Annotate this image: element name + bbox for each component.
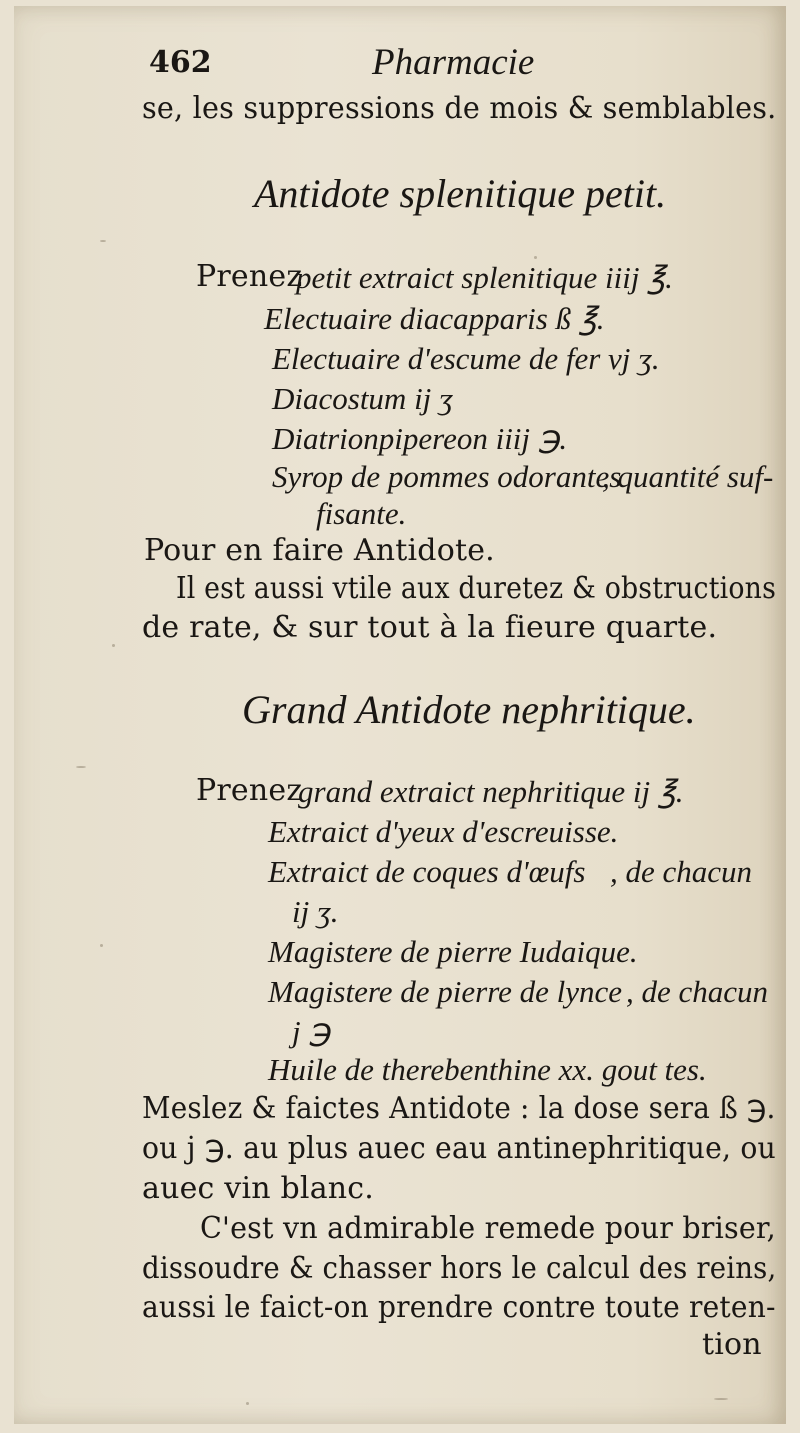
ingredient-line: Magistere de pierre Iudaique.: [268, 934, 638, 969]
ingredient-line: Extraict d'yeux d'escreuisse.: [268, 814, 619, 849]
text-line: de rate, & sur tout à la fieure quarte.: [142, 610, 718, 645]
ingredient-line: petit extraict splenitique iiij ℥.: [296, 260, 673, 295]
quantity-note: , de chacun: [626, 974, 769, 1009]
paper-spot: [246, 1402, 249, 1405]
text-line: Meslez & faictes Antidote : la dose sera ß ℈.: [142, 1091, 776, 1126]
text-line-1: se, les suppressions de mois & semblables.: [142, 91, 777, 126]
recipe-intro: Prenez: [196, 773, 303, 808]
ingredient-line: fisante.: [316, 496, 407, 531]
running-title: Pharmacie: [372, 42, 535, 83]
ingredient-line: Diacostum ij ʒ: [272, 381, 453, 416]
quantity-note: , de chacun: [610, 854, 753, 889]
paper-spot: [100, 240, 106, 242]
paper-spot: [112, 644, 115, 647]
ingredient-line: Diatrionpipereon iiij ℈.: [272, 421, 568, 456]
paper-spot: [534, 256, 537, 259]
text-line: aussi le faict-on prendre contre toute reten-: [142, 1290, 776, 1325]
quantity-note: , quantité suf-: [602, 459, 774, 494]
book-page: [14, 6, 786, 1424]
ingredient-line: Magistere de pierre de lynce: [268, 974, 623, 1009]
text-line: ou j ℈. au plus auec eau antinephritique, ou: [142, 1131, 776, 1166]
ingredient-line: Electuaire d'escume de fer vj ʒ.: [272, 341, 660, 376]
text-line: Pour en faire Antidote.: [144, 533, 495, 568]
paper-spot: [714, 1398, 728, 1400]
ingredient-line: Syrop de pommes odorantes: [272, 459, 622, 494]
text-line: Il est aussi vtile aux duretez & obstructions: [176, 571, 776, 606]
ingredient-line: Huile de therebenthine xx. gout tes.: [268, 1052, 707, 1087]
section-heading-antidote-splenitique: Antidote splenitique petit.: [254, 171, 667, 216]
ingredient-line: Electuaire diacapparis ß ℥.: [264, 301, 605, 336]
ingredient-line: Extraict de coques d'œufs: [268, 854, 586, 889]
recipe-intro: Prenez: [196, 259, 303, 294]
quantity-line: ij ʒ.: [292, 894, 339, 929]
ingredient-line: grand extraict nephritique ij ℥.: [298, 774, 684, 809]
paper-spot: [100, 944, 103, 947]
catchword: tion: [702, 1327, 762, 1362]
paper-spot: [76, 766, 86, 768]
text-line: auec vin blanc.: [142, 1171, 375, 1206]
page-number: 462: [149, 45, 212, 80]
text-line: dissoudre & chasser hors le calcul des reins,: [142, 1251, 777, 1286]
section-heading-antidote-nephritique: Grand Antidote nephritique.: [242, 687, 696, 732]
text-line: C'est vn admirable remede pour briser,: [200, 1211, 776, 1246]
quantity-line: j ℈: [292, 1014, 331, 1049]
